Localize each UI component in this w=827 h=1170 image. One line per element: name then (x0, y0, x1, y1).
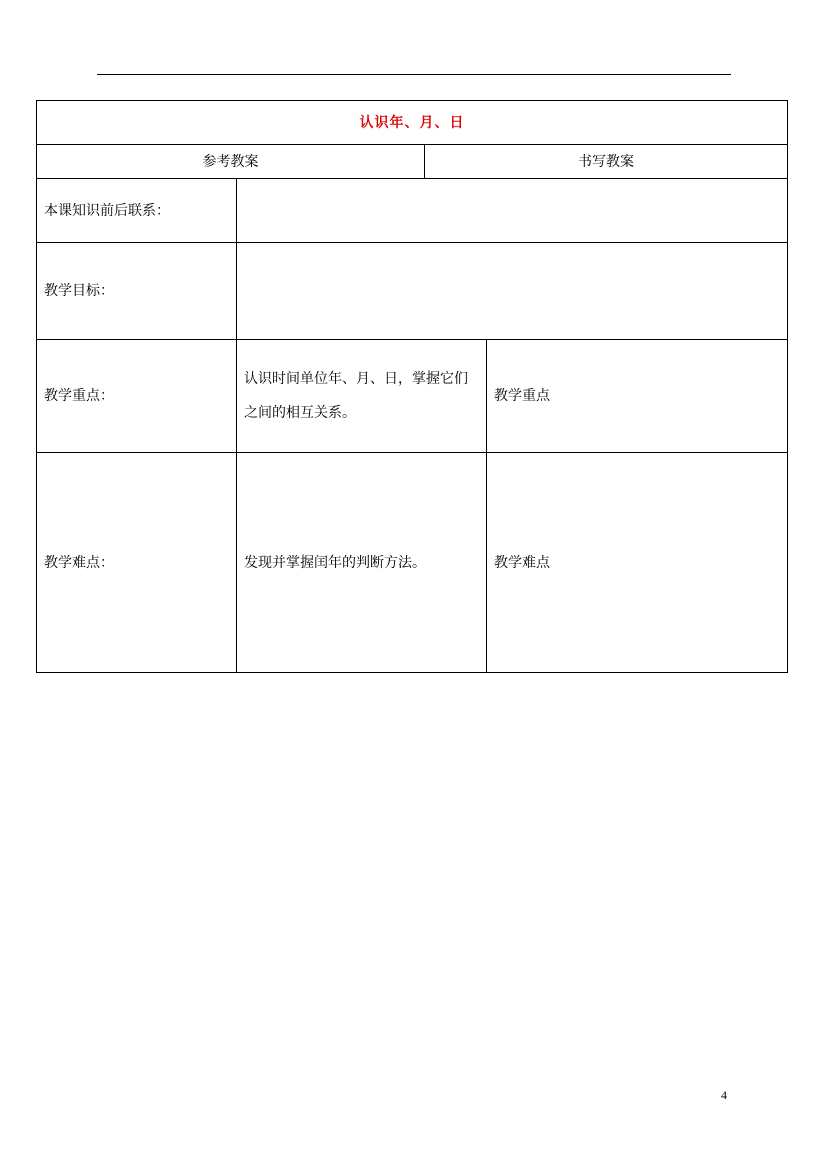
teaching-goals-content (237, 243, 788, 340)
row-label-difficulties: 教学难点： (37, 453, 237, 673)
row-label-knowledge-links: 本课知识前后联系： (37, 179, 237, 243)
column-header-reference: 参考教案 (37, 145, 425, 179)
lesson-plan-table (36, 100, 788, 673)
knowledge-links-content (237, 179, 788, 243)
difficulties-writing: 教学难点 (487, 453, 788, 673)
page-number: 4 (721, 1088, 727, 1102)
table-row (37, 179, 788, 243)
key-points-writing: 教学重点 (487, 340, 788, 453)
column-header-writing: 书写教案 (425, 145, 788, 179)
lesson-title: 认识年、月、日 (37, 101, 788, 145)
key-points-content: 认识时间单位年、月、日，掌握它们之间的相互关系。 (237, 340, 487, 453)
table-row (37, 453, 788, 673)
table-row (37, 340, 788, 453)
table-row (37, 243, 788, 340)
difficulties-content: 发现并掌握闰年的判断方法。 (237, 453, 487, 673)
row-label-key-points: 教学重点： (37, 340, 237, 453)
header-rule (97, 74, 731, 75)
row-label-teaching-goals: 教学目标： (37, 243, 237, 340)
